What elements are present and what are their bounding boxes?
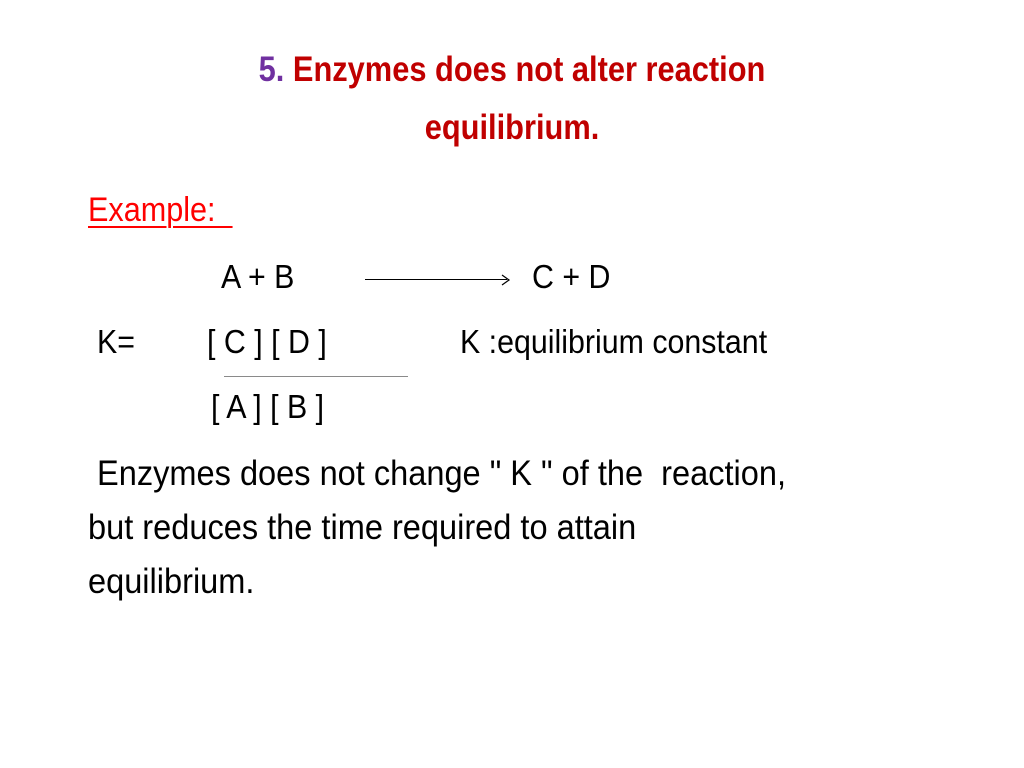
paragraph-line3: equilibrium. <box>88 562 255 601</box>
reaction-products: C + D <box>532 258 611 295</box>
equation-numerator: [ C ] [ D ] <box>207 323 327 360</box>
k-label: K= <box>97 323 135 360</box>
k-definition: K :equilibrium constant <box>460 323 768 360</box>
equation-denominator: [ A ] [ B ] <box>211 388 325 425</box>
title-text-line2: equilibrium. <box>424 108 600 147</box>
arrow-head-icon <box>499 273 513 287</box>
paragraph-line1: Enzymes does not change " K " of the reaction, <box>88 454 787 493</box>
fraction-bar <box>224 376 408 377</box>
example-label: Example: <box>88 191 233 229</box>
reaction-arrow <box>365 279 507 280</box>
reaction-reactants: A + B <box>221 258 295 295</box>
title-number: 5. <box>258 50 285 89</box>
paragraph-line2: but reduces the time required to attain <box>88 508 637 547</box>
slide-title <box>61 52 962 87</box>
title-text-line1: Enzymes does not alter reaction <box>292 50 766 89</box>
